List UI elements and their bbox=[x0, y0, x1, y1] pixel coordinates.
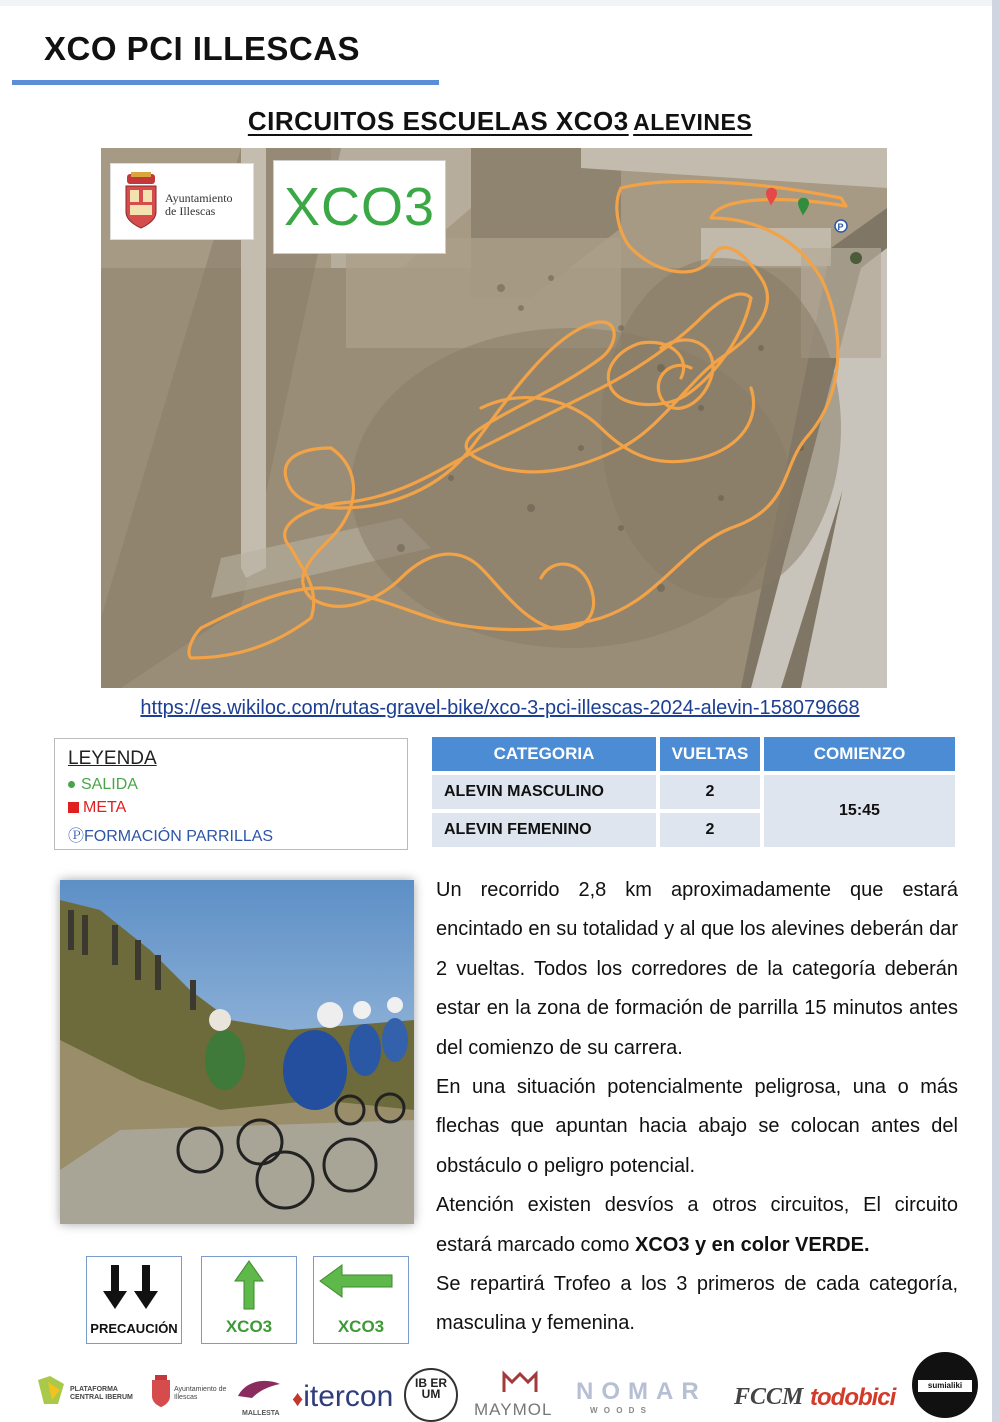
row2-vueltas: 2 bbox=[660, 813, 760, 847]
sign-xco3-left bbox=[313, 1256, 409, 1344]
description-paragraph-1: Un recorrido 2,8 km aproximadamente que estará encintado en su totalidad y al que los alevines deberán dar 2 vueltas. Todos los corredores de la categoría deberán estar en la zona de formación de parrilla 15 minutos antes del comienzo de su carrera. bbox=[436, 879, 958, 1059]
sign-xco3-up-label: XCO3 bbox=[225, 1317, 273, 1336]
comienzo-time: 15:45 bbox=[764, 775, 955, 847]
section-title bbox=[0, 106, 1000, 137]
green-dot-icon bbox=[68, 781, 75, 788]
itercon-flame-icon: ♦ bbox=[292, 1386, 304, 1411]
section-title-main: CIRCUITOS ESCUELAS XCO3 bbox=[247, 106, 629, 136]
header-comienzo: COMIENZO bbox=[764, 737, 955, 771]
mallesta-logo-icon bbox=[236, 1376, 282, 1402]
page-top-border bbox=[0, 0, 1000, 6]
legend-item-meta: META bbox=[68, 799, 126, 817]
double-arrow-down-icon bbox=[87, 1257, 181, 1317]
iberum-logo: IB ER UM bbox=[404, 1368, 458, 1422]
ayto-sponsor-crest-icon bbox=[150, 1374, 172, 1408]
wikiloc-route-link[interactable]: https://es.wikiloc.com/rutas-gravel-bike/xco-3-pci-illescas-2024-alevin-158079668 bbox=[140, 697, 860, 719]
xco3-verde-note: XCO3 y en color VERDE. bbox=[634, 1233, 870, 1256]
legend-box bbox=[54, 738, 408, 850]
header-categoria: CATEGORIA bbox=[432, 737, 656, 771]
ayuntamiento-logo-text: Ayuntamiento de Illescas bbox=[165, 191, 233, 218]
sumialiki-logo: sumialiki bbox=[912, 1352, 978, 1418]
plataforma-logo-icon bbox=[34, 1374, 68, 1408]
sponsor-itercon: ♦itercon bbox=[292, 1380, 394, 1413]
sign-xco3-left-label: XCO3 bbox=[337, 1317, 385, 1336]
svg-text:P: P bbox=[837, 222, 844, 232]
row2-categoria: ALEVIN FEMENINO bbox=[432, 813, 656, 847]
header-vueltas: VUELTAS bbox=[660, 737, 760, 771]
course-label: XCO3 bbox=[283, 177, 436, 237]
circled-p-icon: Ⓟ bbox=[68, 828, 85, 845]
row1-vueltas: 2 bbox=[660, 775, 760, 809]
description-paragraph-4: Se repartirá Trofeo a los 3 primeros de cada categoría, masculina y femenina. bbox=[436, 1273, 958, 1335]
coat-of-arms-icon bbox=[121, 172, 161, 230]
race-description bbox=[436, 871, 958, 1344]
sponsor-mallesta: MALLESTA bbox=[242, 1410, 280, 1417]
description-paragraph-2: En una situación potencialmente peligrosa, una o más flechas que apuntan hacia abajo se colocan antes del obstáculo o peligro potencial. bbox=[436, 1076, 958, 1177]
arrow-up-icon bbox=[202, 1257, 296, 1317]
sponsors-bar bbox=[30, 1352, 990, 1418]
sign-precaucion bbox=[86, 1256, 182, 1344]
sponsor-woods: W O O D S bbox=[590, 1406, 648, 1415]
title-underline bbox=[12, 80, 439, 85]
sponsor-nomar: NOMAR bbox=[576, 1378, 707, 1405]
legend-item-salida: SALIDA bbox=[68, 776, 138, 794]
cyclists-photo-graphic bbox=[60, 880, 414, 1224]
course-label-box bbox=[273, 160, 446, 254]
sponsor-maymol: MAYMOL bbox=[474, 1400, 553, 1419]
legend-title: LEYENDA bbox=[68, 748, 157, 769]
legend-item-formacion: ⓅFORMACIÓN PARRILLAS bbox=[68, 828, 274, 845]
page-title: XCO PCI ILLESCAS bbox=[44, 30, 361, 67]
row1-categoria: ALEVIN MASCULINO bbox=[432, 775, 656, 809]
race-photo bbox=[60, 880, 414, 1224]
sign-xco3-up bbox=[201, 1256, 297, 1344]
section-title-category: ALEVINES bbox=[633, 109, 753, 135]
sponsor-fccm: FCCM bbox=[734, 1384, 804, 1410]
red-square-icon bbox=[68, 802, 79, 813]
sponsor-plataforma: PLATAFORMA CENTRAL IBERUM bbox=[70, 1386, 133, 1401]
arrow-left-icon bbox=[314, 1257, 408, 1317]
maymol-logo-icon bbox=[500, 1370, 540, 1394]
sponsor-ayuntamiento: Ayuntamiento de Illescas bbox=[174, 1386, 227, 1401]
description-paragraph-3: Atención existen desvíos a otros circuitos, El circuito estará marcado como XCO3 y en color VERDE. bbox=[436, 1194, 958, 1256]
ayuntamiento-logo bbox=[110, 163, 254, 240]
sponsor-todobici: todobici bbox=[810, 1384, 896, 1411]
sign-precaucion-label: PRECAUCIÓN bbox=[90, 1321, 178, 1336]
